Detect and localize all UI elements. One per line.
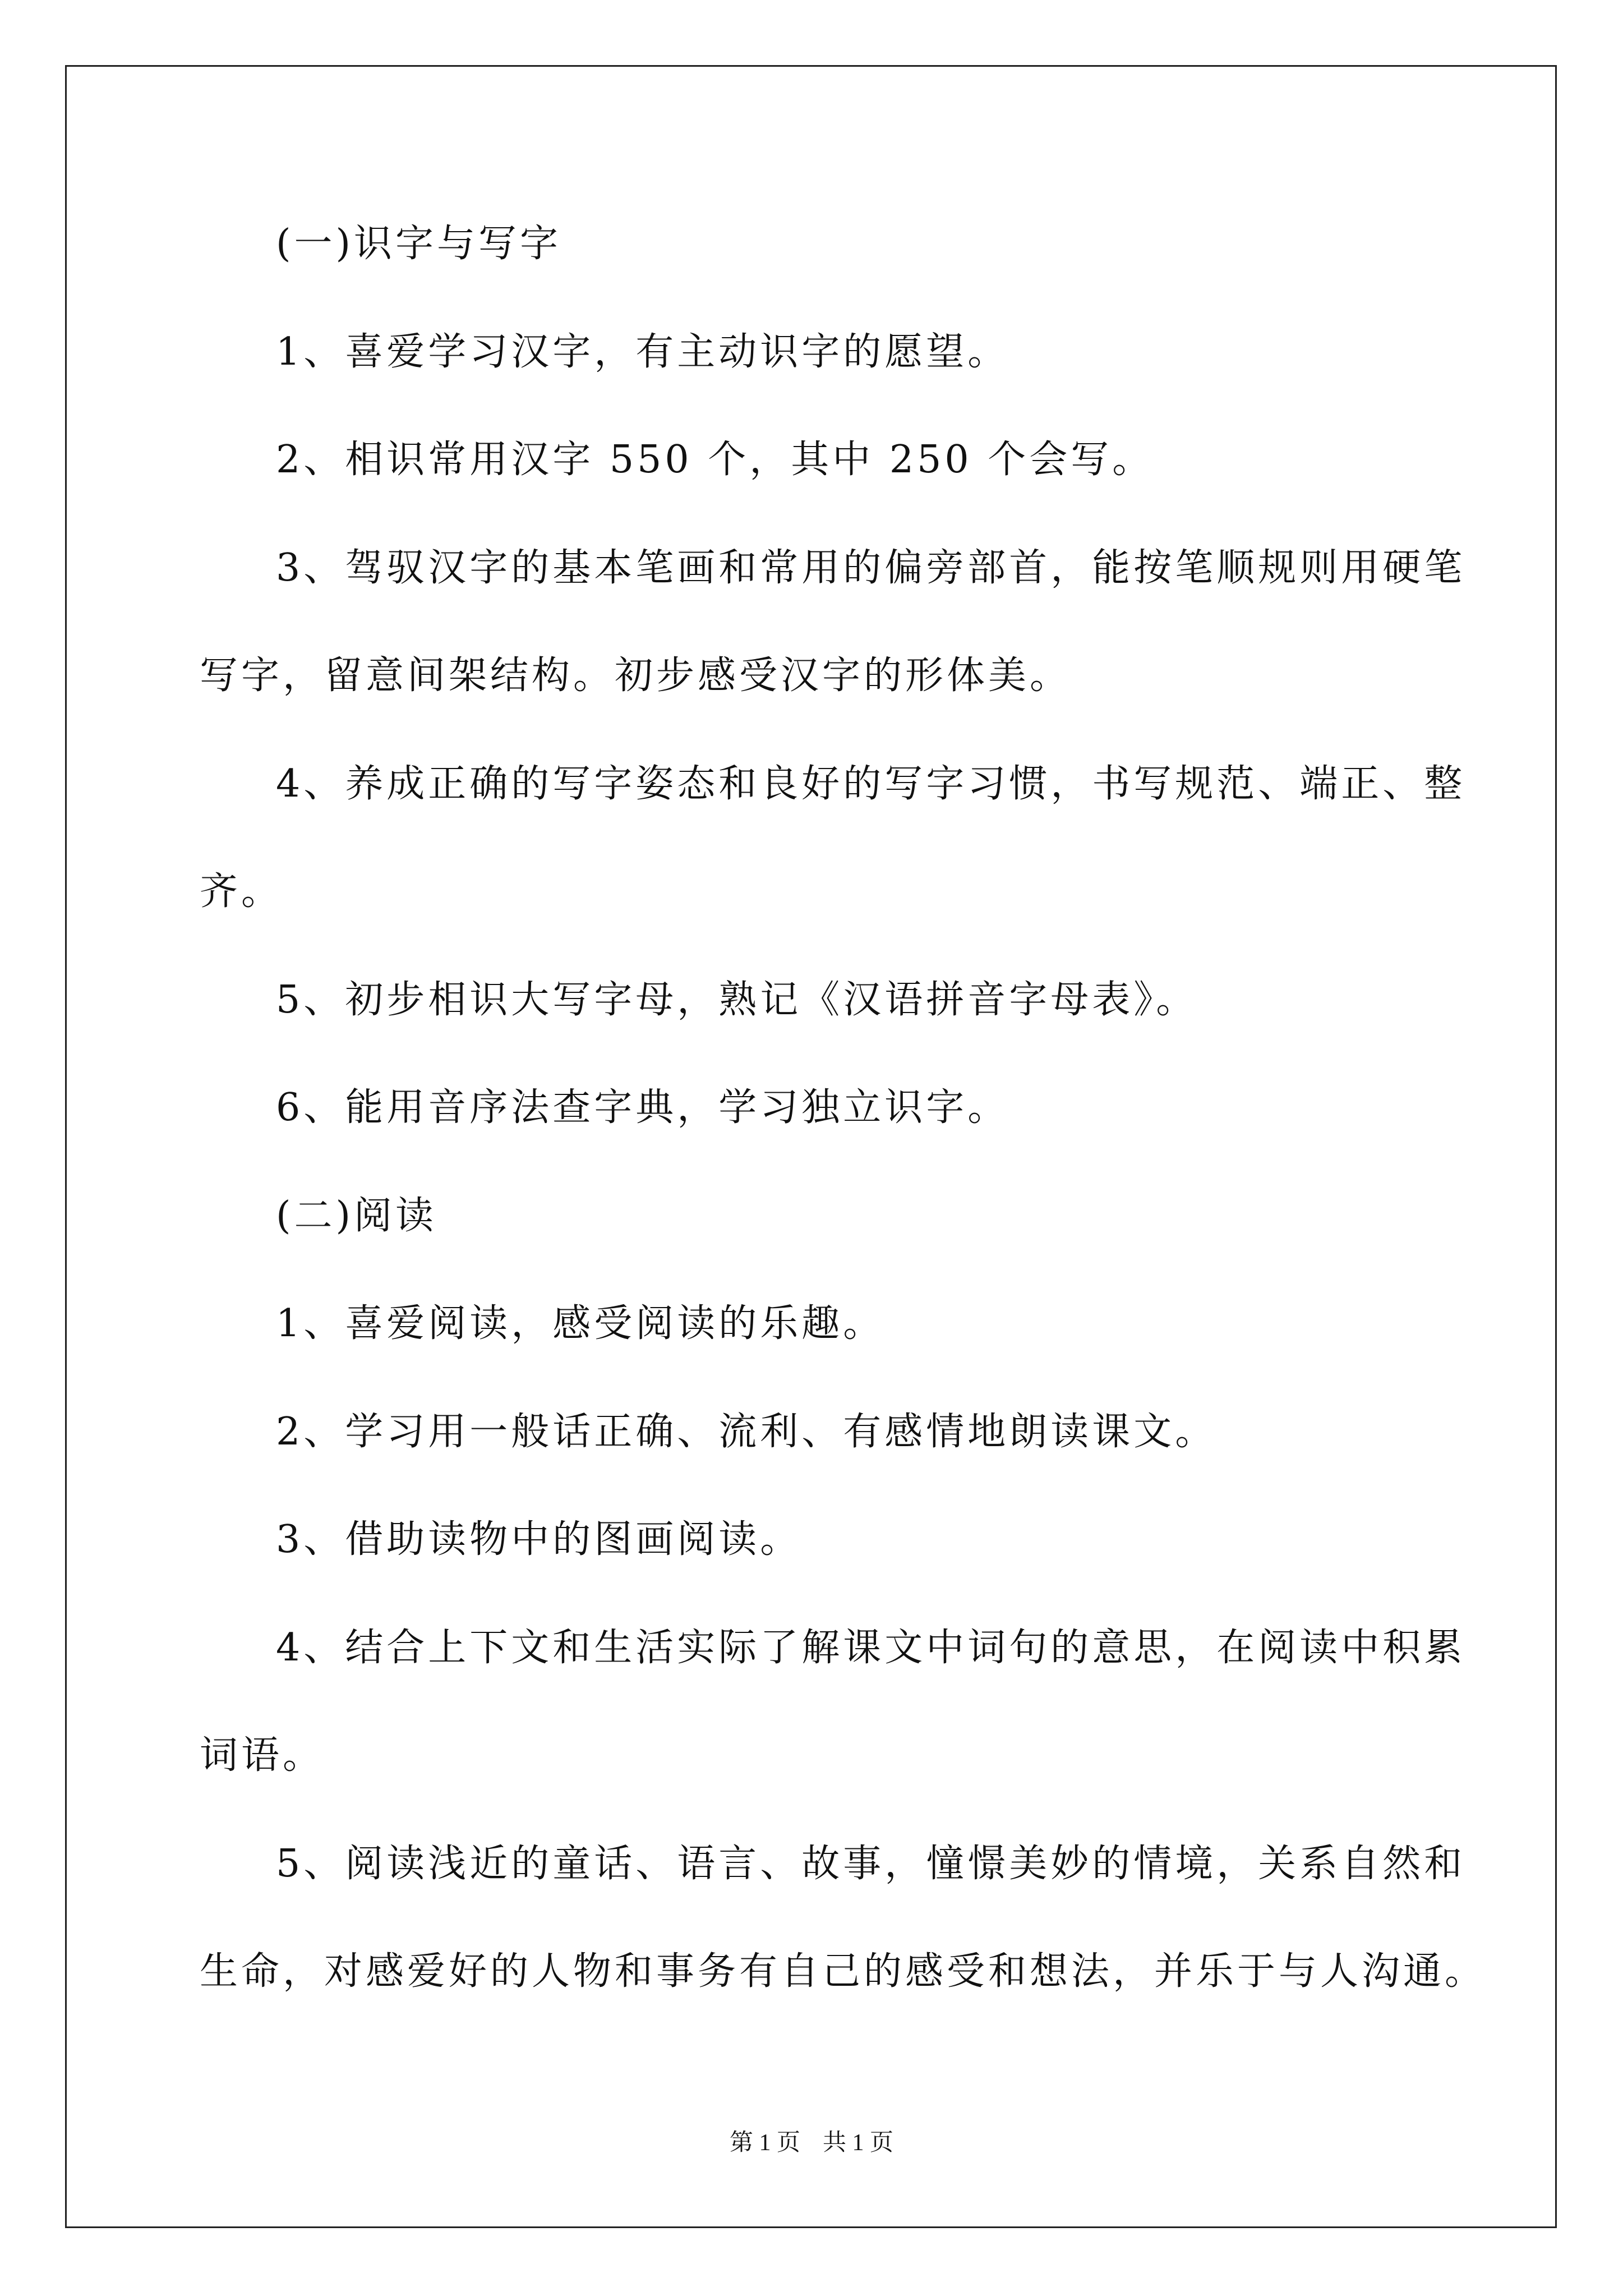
page-number: 第 1 页: [729, 2130, 800, 2156]
section-heading-reading: (二)阅读: [276, 1194, 437, 1238]
paragraph-line: 写字，留意间架结构。初步感受汉字的形体美。: [200, 654, 1072, 698]
paragraph-line: 齐。: [200, 869, 283, 914]
paragraph-line: 3、驾驭汉字的基本笔画和常用的偏旁部首，能按笔顺规则用硬笔: [276, 546, 1466, 590]
paragraph-line: 2、学习用一般话正确、流利、有感情地朗读课文。: [276, 1410, 1217, 1454]
paragraph-line: 6、能用音序法查字典，学习独立识字。: [276, 1085, 1009, 1130]
page-total: 共 1 页: [823, 2130, 894, 2156]
page-border: [65, 65, 1557, 2228]
paragraph-line: 1、喜爱学习汉字，有主动识字的愿望。: [276, 330, 1009, 374]
paragraph-line: 3、借助读物中的图画阅读。: [276, 1517, 802, 1562]
paragraph-line: 生命，对感爱好的人物和事务有自己的感受和想法，并乐于与人沟通。: [200, 1949, 1487, 1994]
page-footer: [0, 2129, 1623, 2157]
paragraph-line: 词语。: [200, 1733, 325, 1778]
paragraph-line: 2、相识常用汉字 550 个，其中 250 个会写。: [276, 438, 1154, 482]
paragraph-line: 4、结合上下文和生活实际了解课文中词句的意思，在阅读中积累: [276, 1626, 1466, 1670]
paragraph-line: 5、阅读浅近的童话、语言、故事，憧憬美妙的情境，关系自然和: [276, 1842, 1466, 1886]
section-heading-literacy: (一)识字与写字: [276, 222, 562, 266]
paragraph-line: 5、初步相识大写字母，熟记《汉语拼音字母表》。: [276, 978, 1198, 1022]
paragraph-line: 1、喜爱阅读，感受阅读的乐趣。: [276, 1301, 885, 1346]
paragraph-line: 4、养成正确的写字姿态和良好的写字习惯，书写规范、端正、整: [276, 762, 1466, 806]
